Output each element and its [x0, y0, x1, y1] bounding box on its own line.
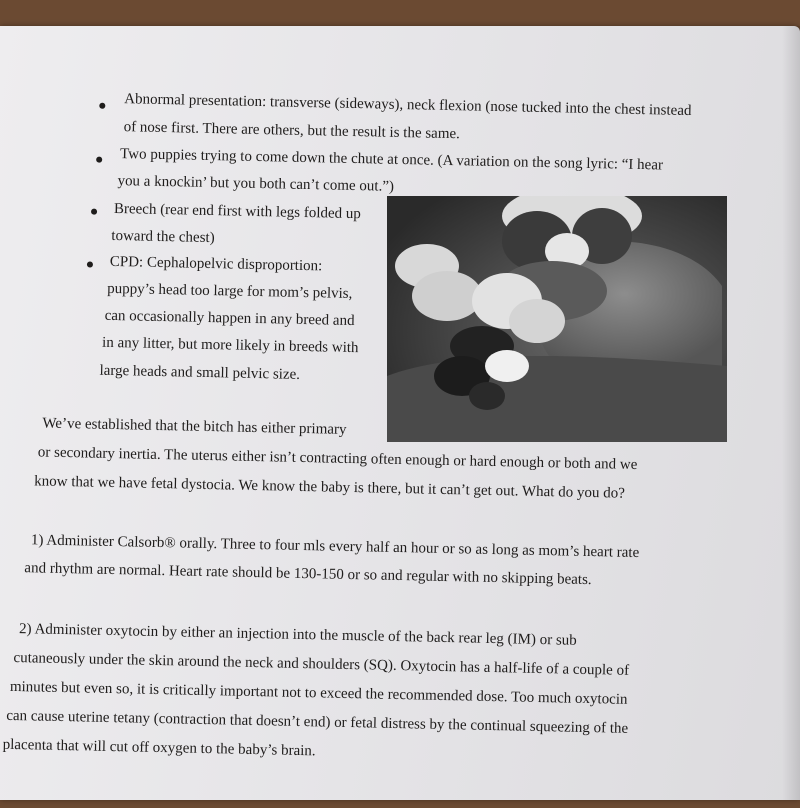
bullet-dot: ●: [85, 257, 95, 273]
bullet-4-line-1: CPD: Cephalopelvic disproportion:: [109, 253, 323, 275]
step-1-line-2: and rhythm are normal. Heart rate should be 130-150 or so and regular with no skipping beats.: [24, 560, 592, 589]
bullet-dot: ●: [89, 204, 99, 220]
bullet-1-line-2: of nose first. There are others, but the result is the same.: [123, 119, 461, 143]
bullet-4-line-2: puppy’s head too large for mom’s pelvis,: [107, 280, 353, 302]
bullet-4-line-5: large heads and small pelvic size.: [99, 362, 301, 383]
step-2-line-3: minutes but even so, it is critically important not to exceed the recommended dose. Too much oxytocin: [9, 678, 628, 708]
bullet-2-line-2: you a knockin’ but you both can’t come out.”): [117, 173, 395, 195]
bullet-dot: ●: [94, 152, 104, 168]
bullet-2-line-1: Two puppies trying to come down the chute at once. (A variation on the song lyric: “I hear: [119, 146, 664, 174]
intro-line-3: know that we have fetal dystocia. We know the baby is there, but it can’t get out. What do you do?: [34, 473, 625, 502]
step-2-line-2: cutaneously under the skin around the neck and shoulders (SQ). Oxytocin has a half-life of a couple of: [13, 649, 630, 679]
step-2-line-5: placenta that will cut off oxygen to the baby’s brain.: [2, 736, 316, 760]
puppies-photo: [387, 196, 727, 442]
step-1-line-1: 1) Administer Calsorb® orally. Three to four mls every half an hour or so as long as mom’s heart rate: [30, 532, 640, 562]
bullet-1-line-1: Abnormal presentation: transverse (sideways), neck flexion (nose tucked into the chest instead: [124, 91, 692, 120]
puppies-photo-graphic: [387, 196, 727, 442]
bullet-dot: ●: [97, 98, 107, 114]
intro-line-2: or secondary inertia. The uterus either isn’t contracting often enough or hard enough or both and we: [37, 444, 638, 473]
step-2-line-4: can cause uterine tetany (contraction that doesn’t end) or fetal distress by the continual squeezing of the: [6, 707, 629, 737]
bullet-4-line-4: in any litter, but more likely in breeds with: [101, 334, 359, 357]
bullet-4-line-3: can occasionally happen in any breed and: [104, 307, 355, 330]
step-2-line-1: 2) Administer oxytocin by either an injection into the muscle of the back rear leg (IM) or sub: [18, 621, 577, 649]
intro-line-1: We’ve established that the bitch has either primary: [42, 415, 347, 438]
bullet-3-line-1: Breech (rear end first with legs folded up: [113, 200, 362, 223]
bullet-3-line-2: toward the chest): [111, 227, 215, 247]
